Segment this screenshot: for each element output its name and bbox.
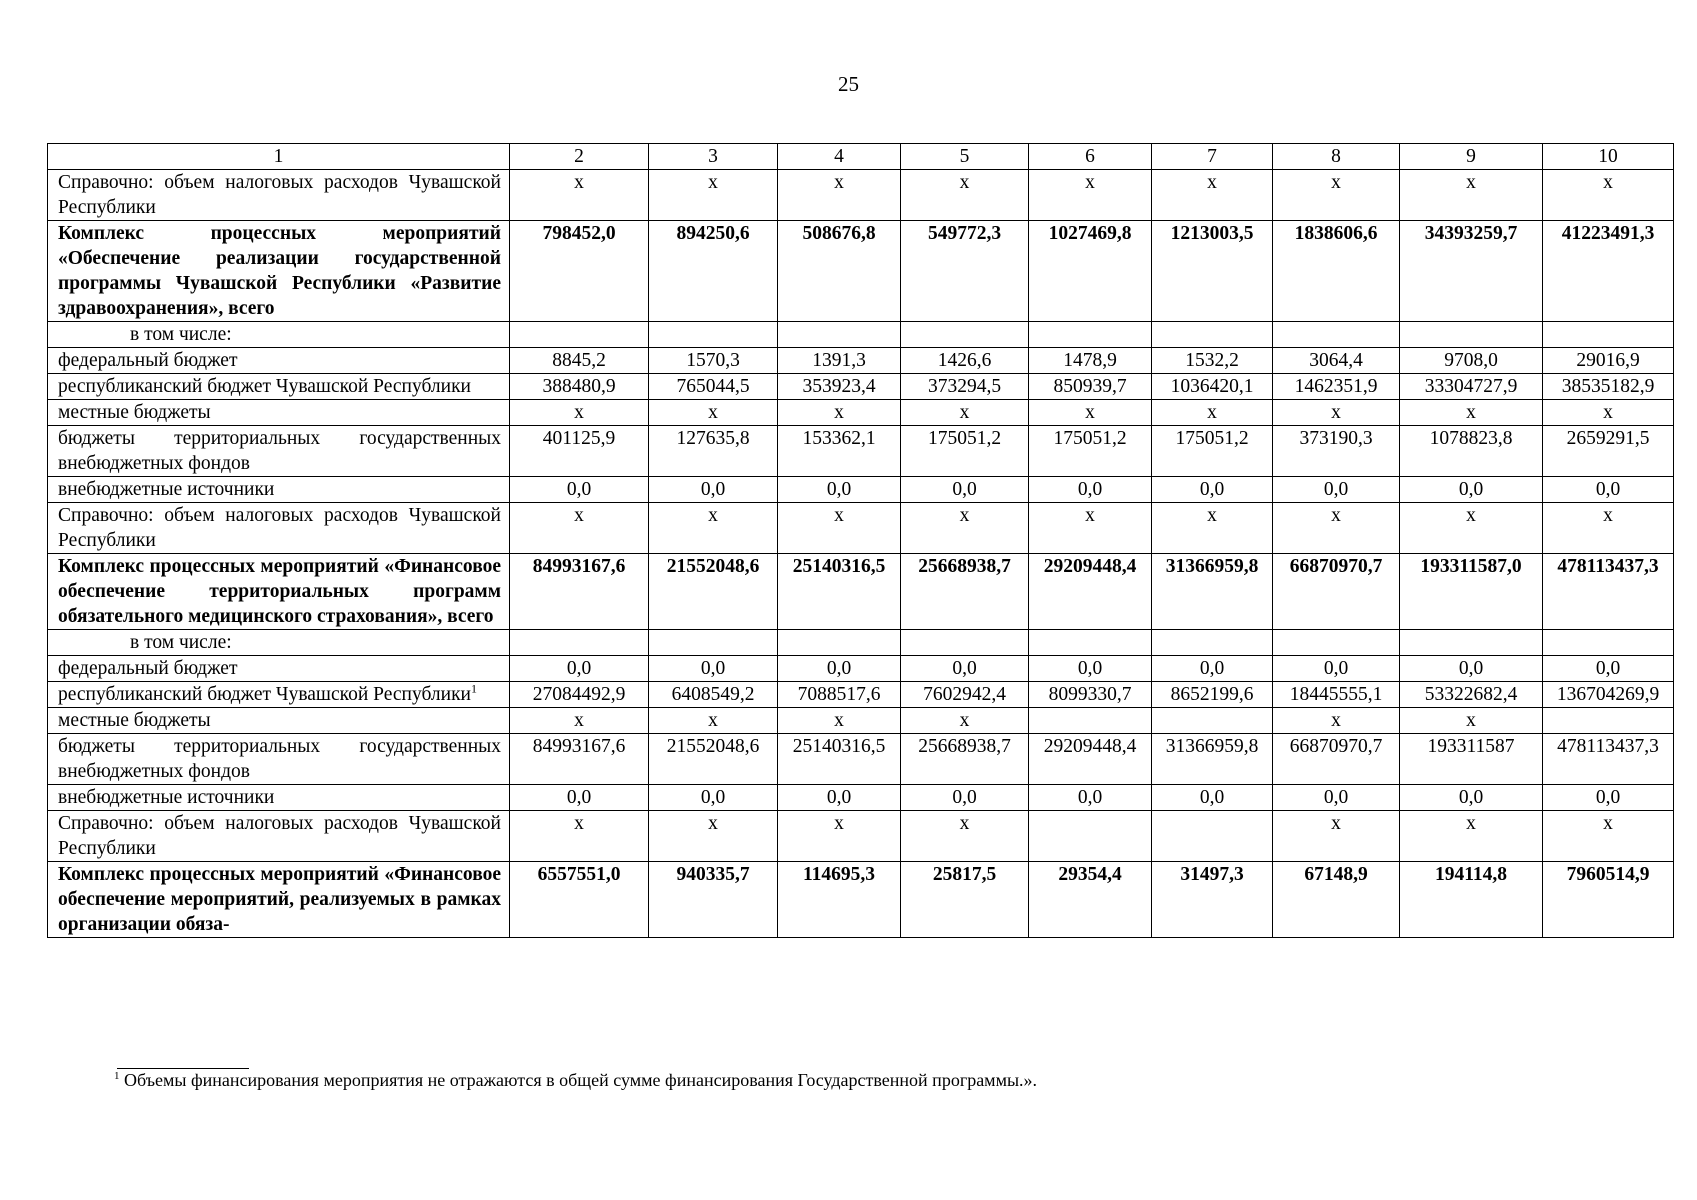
value-cell: 0,0 [1029,785,1152,811]
row-label [48,554,510,630]
row-label-text: внебюджетные источники [58,787,275,808]
value-cell: 153362,1 [778,426,901,477]
value-cell: 0,0 [1543,785,1674,811]
value-cell [1152,630,1273,656]
row-label [48,630,510,656]
value-cell: x [1400,708,1543,734]
footnote-text: Объемы финансирования мероприятия не отражаются в общей сумме финансирования Государственной программы.». [124,1070,1038,1090]
value-cell: x [1543,170,1674,221]
value-cell: 193311587,0 [1400,554,1543,630]
value-cell: 29209448,4 [1029,734,1152,785]
value-cell: x [1400,811,1543,862]
value-cell: 0,0 [510,477,649,503]
value-cell: 66870970,7 [1273,734,1400,785]
value-cell: 0,0 [1152,477,1273,503]
row-label [48,374,510,400]
value-cell: 25668938,7 [901,734,1029,785]
value-cell: 353923,4 [778,374,901,400]
row-label-text: местные бюджеты [58,402,211,423]
table-header-row [48,144,1674,170]
value-cell: x [1029,170,1152,221]
value-cell: 25668938,7 [901,554,1029,630]
value-cell [649,630,778,656]
header-cell: 10 [1543,144,1674,170]
value-cell: 7960514,9 [1543,862,1674,938]
value-cell: x [778,503,901,554]
value-cell: 0,0 [1400,477,1543,503]
value-cell: x [510,811,649,862]
footnote-divider [117,1068,249,1069]
value-cell: 7602942,4 [901,682,1029,708]
row-label [48,170,510,221]
value-cell: x [649,170,778,221]
value-cell: x [1543,503,1674,554]
row-label-text: внебюджетные источники [58,479,275,500]
value-cell: 25140316,5 [778,554,901,630]
value-cell [1400,322,1543,348]
value-cell: 6557551,0 [510,862,649,938]
value-cell: 41223491,3 [1543,221,1674,322]
value-cell: 1478,9 [1029,348,1152,374]
value-cell: x [1543,811,1674,862]
value-cell: 478113437,3 [1543,734,1674,785]
value-cell: x [901,811,1029,862]
value-cell [778,322,901,348]
value-cell: 0,0 [901,656,1029,682]
row-label [48,862,510,938]
value-cell: 0,0 [901,477,1029,503]
value-cell: 1078823,8 [1400,426,1543,477]
row-label-text: Комплекс процессных мероприятий «Финансовое обеспечение мероприятий, реализуемых в рамках организации обяза- [58,864,501,935]
value-cell: x [901,170,1029,221]
table-row [48,374,1674,400]
value-cell [1273,630,1400,656]
value-cell [1273,322,1400,348]
row-label-text: в том числе: [130,632,232,653]
table-row [48,426,1674,477]
value-cell: 114695,3 [778,862,901,938]
header-cell: 7 [1152,144,1273,170]
row-label-text: бюджеты территориальных государственных внебюджетных фондов [58,736,501,782]
value-cell: 0,0 [1273,656,1400,682]
value-cell [1543,630,1674,656]
table-row [48,862,1674,938]
value-cell: x [1273,400,1400,426]
value-cell: 38535182,9 [1543,374,1674,400]
value-cell: 1213003,5 [1152,221,1273,322]
value-cell: 798452,0 [510,221,649,322]
value-cell: x [1273,811,1400,862]
value-cell: 1036420,1 [1152,374,1273,400]
value-cell: x [1152,170,1273,221]
table-row [48,170,1674,221]
value-cell [778,630,901,656]
value-cell: 1532,2 [1152,348,1273,374]
value-cell: 29209448,4 [1029,554,1152,630]
row-label-text: Справочно: объем налоговых расходов Чувашской Республики [58,505,501,551]
value-cell: 21552048,6 [649,734,778,785]
value-cell: x [510,170,649,221]
value-cell: 0,0 [1029,477,1152,503]
value-cell [510,322,649,348]
row-label-text: Справочно: объем налоговых расходов Чувашской Республики [58,172,501,218]
row-label [48,811,510,862]
value-cell: 0,0 [1543,656,1674,682]
value-cell: 2659291,5 [1543,426,1674,477]
row-label [48,426,510,477]
value-cell: 31497,3 [1152,862,1273,938]
value-cell: x [1273,503,1400,554]
value-cell: 0,0 [1543,477,1674,503]
value-cell: 25817,5 [901,862,1029,938]
value-cell: 8845,2 [510,348,649,374]
value-cell: 21552048,6 [649,554,778,630]
value-cell: 84993167,6 [510,554,649,630]
value-cell: 33304727,9 [1400,374,1543,400]
value-cell [1029,708,1152,734]
value-cell: 175051,2 [1029,426,1152,477]
value-cell: 0,0 [649,477,778,503]
value-cell: x [649,503,778,554]
value-cell: 478113437,3 [1543,554,1674,630]
value-cell: 175051,2 [1152,426,1273,477]
value-cell: x [510,503,649,554]
value-cell: x [1400,170,1543,221]
value-cell: x [1029,503,1152,554]
value-cell: x [901,400,1029,426]
value-cell: 0,0 [1400,656,1543,682]
table-row [48,682,1674,708]
header-cell: 9 [1400,144,1543,170]
value-cell [1152,708,1273,734]
table-row [48,734,1674,785]
value-cell: 1027469,8 [1029,221,1152,322]
value-cell [901,322,1029,348]
row-label-text: федеральный бюджет [58,350,238,371]
table-row [48,322,1674,348]
table-row [48,554,1674,630]
value-cell: 27084492,9 [510,682,649,708]
value-cell: 31366959,8 [1152,554,1273,630]
row-label-text: бюджеты территориальных государственных внебюджетных фондов [58,428,501,474]
value-cell: 29016,9 [1543,348,1674,374]
header-cell: 3 [649,144,778,170]
value-cell: 0,0 [1273,477,1400,503]
value-cell [1152,322,1273,348]
table-row [48,811,1674,862]
value-cell: 0,0 [1152,785,1273,811]
value-cell: 401125,9 [510,426,649,477]
table-row [48,708,1674,734]
row-label [48,656,510,682]
value-cell: x [1152,400,1273,426]
budget-table [47,143,1674,938]
value-cell: 7088517,6 [778,682,901,708]
value-cell: 940335,7 [649,862,778,938]
value-cell: 34393259,7 [1400,221,1543,322]
value-cell: 373190,3 [1273,426,1400,477]
header-cell: 1 [48,144,510,170]
table-body [48,170,1674,938]
value-cell [1029,322,1152,348]
header-cell: 8 [1273,144,1400,170]
value-cell: x [778,400,901,426]
value-cell: 66870970,7 [1273,554,1400,630]
value-cell: 84993167,6 [510,734,649,785]
value-cell: 127635,8 [649,426,778,477]
header-cell: 4 [778,144,901,170]
row-label-text: Комплекс процессных мероприятий «Финансовое обеспечение территориальных программ обязательного медицинского страхования», всего [58,556,501,627]
row-label [48,708,510,734]
value-cell: 0,0 [649,785,778,811]
row-label-text: Справочно: объем налоговых расходов Чувашской Республики [58,813,501,859]
value-cell: x [901,708,1029,734]
value-cell: 0,0 [649,656,778,682]
value-cell: 29354,4 [1029,862,1152,938]
table-row [48,656,1674,682]
value-cell: 0,0 [901,785,1029,811]
row-label-text: в том числе: [130,324,232,345]
value-cell: 0,0 [778,656,901,682]
row-label-text: Комплекс процессных мероприятий «Обеспечение реализации государственной программы Чувашской Республики «Развитие здравоохранения», всего [58,223,501,319]
value-cell [1029,811,1152,862]
table-row [48,630,1674,656]
row-label-text: республиканский бюджет Чувашской Республики [58,376,471,397]
row-label [48,400,510,426]
row-label [48,348,510,374]
value-cell: 194114,8 [1400,862,1543,938]
table-row [48,221,1674,322]
value-cell [1152,811,1273,862]
value-cell: 508676,8 [778,221,901,322]
value-cell: x [778,811,901,862]
value-cell: 9708,0 [1400,348,1543,374]
value-cell [1543,708,1674,734]
value-cell: 1426,6 [901,348,1029,374]
value-cell: 31366959,8 [1152,734,1273,785]
value-cell: 53322682,4 [1400,682,1543,708]
value-cell: 1570,3 [649,348,778,374]
table-row [48,785,1674,811]
value-cell: 0,0 [778,785,901,811]
value-cell: 373294,5 [901,374,1029,400]
row-label [48,477,510,503]
value-cell [649,322,778,348]
header-cell: 6 [1029,144,1152,170]
page-number: 25 [838,72,859,96]
value-cell: 3064,4 [1273,348,1400,374]
table-row [48,477,1674,503]
row-label [48,221,510,322]
value-cell: 1462351,9 [1273,374,1400,400]
value-cell: 388480,9 [510,374,649,400]
value-cell: 0,0 [778,477,901,503]
value-cell: 193311587 [1400,734,1543,785]
value-cell: 136704269,9 [1543,682,1674,708]
value-cell: x [778,708,901,734]
value-cell: 0,0 [1400,785,1543,811]
value-cell: x [1400,503,1543,554]
value-cell: x [1152,503,1273,554]
value-cell: x [649,708,778,734]
value-cell: 0,0 [510,785,649,811]
value-cell: x [901,503,1029,554]
value-cell [901,630,1029,656]
row-label [48,503,510,554]
value-cell: 894250,6 [649,221,778,322]
value-cell: 765044,5 [649,374,778,400]
value-cell: x [1543,400,1674,426]
footnote-reference: 1 [470,681,477,696]
row-label [48,682,510,708]
value-cell: x [1273,170,1400,221]
value-cell: 0,0 [510,656,649,682]
value-cell: x [778,170,901,221]
value-cell [510,630,649,656]
value-cell: 67148,9 [1273,862,1400,938]
row-label-text: федеральный бюджет [58,658,238,679]
table-row [48,503,1674,554]
row-label [48,785,510,811]
value-cell: x [510,400,649,426]
value-cell [1400,630,1543,656]
value-cell: x [649,811,778,862]
value-cell: 8652199,6 [1152,682,1273,708]
row-label-text: республиканский бюджет Чувашской Республики [58,684,471,705]
value-cell: 6408549,2 [649,682,778,708]
table-row [48,348,1674,374]
value-cell: 175051,2 [901,426,1029,477]
value-cell: 850939,7 [1029,374,1152,400]
value-cell: 0,0 [1029,656,1152,682]
value-cell: 549772,3 [901,221,1029,322]
value-cell [1029,630,1152,656]
header-cell: 2 [510,144,649,170]
value-cell: 0,0 [1273,785,1400,811]
value-cell: 18445555,1 [1273,682,1400,708]
value-cell: x [1400,400,1543,426]
footnote [114,1070,1037,1091]
value-cell: 1391,3 [778,348,901,374]
value-cell: x [1273,708,1400,734]
row-label [48,322,510,348]
footnote-marker: 1 [114,1070,120,1082]
value-cell: x [1029,400,1152,426]
row-label [48,734,510,785]
value-cell [1543,322,1674,348]
value-cell: 0,0 [1152,656,1273,682]
header-cell: 5 [901,144,1029,170]
value-cell: 25140316,5 [778,734,901,785]
value-cell: 8099330,7 [1029,682,1152,708]
value-cell: x [510,708,649,734]
row-label-text: местные бюджеты [58,710,211,731]
value-cell: x [649,400,778,426]
table-row [48,400,1674,426]
value-cell: 1838606,6 [1273,221,1400,322]
